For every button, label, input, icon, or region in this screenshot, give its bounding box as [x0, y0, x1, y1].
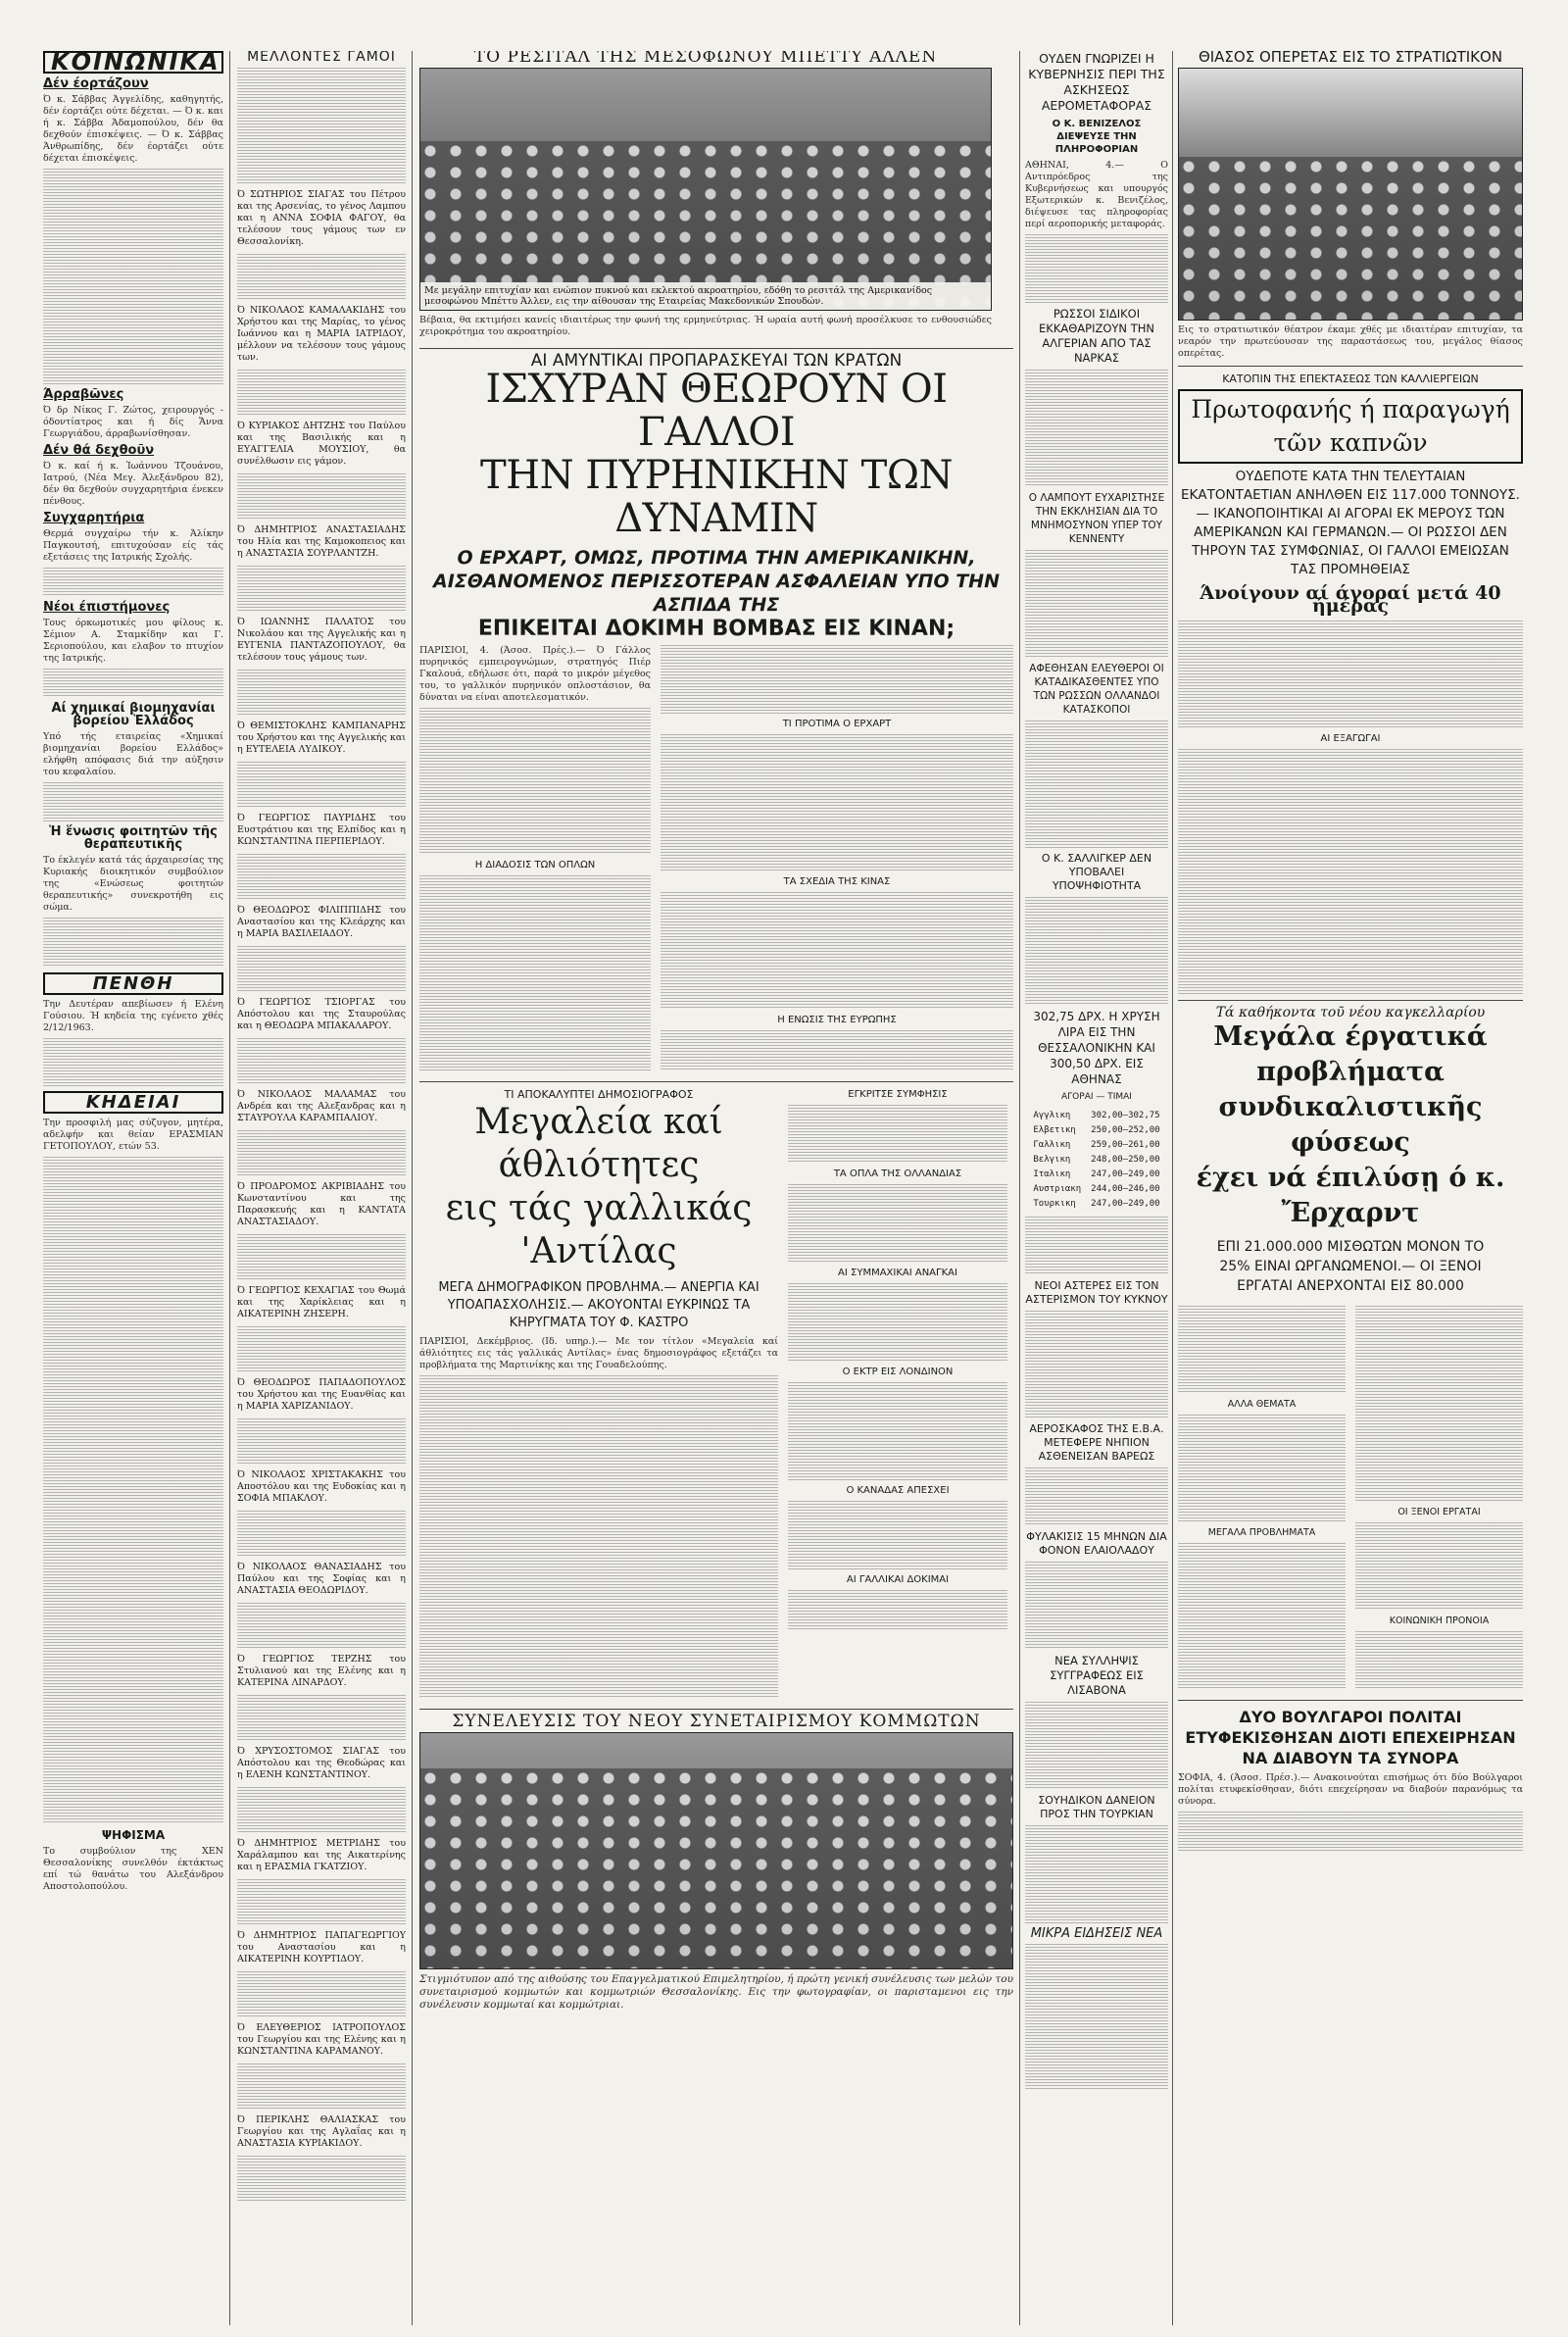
wedding-entry: Ό ΝΙΚΟΛΑΟΣ ΜΑΛΑΜΑΣ του Ανδρέα και της Αλεξανδρας και η ΣΤΑΥΡΟΥΛΑ ΚΑΡΑΜΠΑΛΙΟΥ. [237, 1089, 406, 1123]
recital-photo [419, 68, 992, 311]
weddings-column [237, 51, 406, 2325]
wedding-entry: Ό ΕΛΕΥΘΕΡΙΟΣ ΙΑΤΡΟΠΟΥΛΟΣ του Γεωργίου και της Ελένης και η ΚΩΝΣΤΑΝΤΙΝΑ ΚΑΡΑΜΑΝΟΥ. [237, 2022, 406, 2057]
subhead: Άρραβῶνες [43, 387, 124, 402]
social-column [43, 51, 223, 2325]
lead-subheadline: ΕΠΙΚΕΙΤΑΙ ΔΟΚΙΜΗ ΒΟΜΒΑΣ ΕΙΣ ΚΙΝΑΝ; [477, 617, 956, 641]
operetta-photo [1178, 68, 1523, 321]
article-text: Την προσφιλή μας σύζυγον, μητέρα, αδελφήν και θείαν ΕΡΑΣΜΙΑΝ ΓΕΤΟΠΟΥΛΟΥ, ετών 53. [43, 1118, 223, 1152]
subhead: Δέν θά δεχθοῦν [43, 443, 155, 458]
headline-aerometafora: ΟΥΔΕΝ ΓΝΩΡΙΖΕΙ Η ΚΥΒΕΡΝΗΣΙΣ ΠΕΡΙ ΤΗΣ ΑΣΚΗΣΕΩΣ ΑΕΡΟΜΕΤΑΦΟΡΑΣ [1028, 51, 1165, 113]
wedding-entry: Ό ΧΡΥΣΟΣΤΟΜΟΣ ΣΙΑΓΑΣ του Απόστολου και της Θεοδώρας και η ΕΛΕΝΗ ΚΩΝΣΤΑΝΤΙΝΟΥ. [237, 1746, 406, 1780]
rate-label: Αγγλικη [1033, 1111, 1071, 1120]
wedding-entry: Ό ΓΕΩΡΓΙΟΣ ΠΑΥΡΙΔΗΣ του Ευστράτιου και της Ελπίδος και η ΚΩΝΣΤΑΝΤΙΝΑ ΠΕΡΠΕΡΙΔΟΥ. [237, 813, 406, 847]
rate-label: Αυστριακη [1033, 1184, 1082, 1194]
kicker: ΚΑΤΟΠΙΝ ΤΗΣ ΕΠΕΚΤΑΣΕΩΣ ΤΩΝ ΚΑΛΛΙΕΡΓΕΙΩΝ [1222, 373, 1479, 385]
rate-value: 259,00—261,00 [1091, 1140, 1160, 1150]
wedding-entry: Ό ΓΕΩΡΓΙΟΣ ΤΣΙΟΡΓΑΣ του Απόστολου και της Σταυρούλας και η ΘΕΟΔΩΡΑ ΜΠΑΚΑΛΑΡΟΥ. [237, 997, 406, 1031]
antilles-headline-1: Μεγαλεία καί άθλιότητες [474, 1102, 723, 1185]
right-column [1178, 51, 1523, 2325]
article-text: Ό κ. Σάββας Άγγελίδης, καθηγητής, δέν έορτάζει ούτε δέχεται. — Ό κ. και ή κ. Σάββα Άδαμοπούλου, δέν θα δεχθούν έπισκέψεις. — Ό κ. Σάββας Άνθρωπίδης, δέν έορτάζει ούτε δέχεται έπισκέψεις. [43, 94, 223, 164]
article-text: ΣΟΦΙΑ, 4. (Άσοσ. Πρέσ.).— Ανακοινούται επισήμως ότι δύο Βούλγαροι πολίται ετυφεκίσθησαν, διότι επεχείρησαν να διαβούν παρανόμως τα σύνορα. [1178, 1772, 1523, 1807]
subhead: ΑΙ ΕΞΑΓΩΓΑΙ [1320, 733, 1381, 744]
subhead: ΤΙ ΠΡΟΤΙΜΑ Ο ΕΡΧΑΡΤ [782, 719, 892, 729]
wedding-entry: Ό ΔΗΜΗΤΡΙΟΣ ΜΕΤΡΙΔΗΣ του Χαράλαμπου και της Αικατερίνης και η ΕΡΑΣΜΙΑ ΓΚΑΤΖΙΟΥ. [237, 1838, 406, 1872]
kicker: Τά καθήκοντα τοῦ νέου καγκελλαρίου [1215, 1005, 1486, 1020]
article-text: Τους όρκωμοτικές μου φίλους κ. Σέμιον Α. Σταμκίδην και Γ. Σεριοπούλου, και ελαβον το πτυχίον της Ιατρικής. [43, 618, 223, 664]
headline: ΣΟΥΗΔΙΚΟΝ ΔΑΝΕΙΟΝ ΠΡΟΣ ΤΗΝ ΤΟΥΡΚΙΑΝ [1038, 1794, 1155, 1820]
headline: ΡΩΣΣΟΙ ΣΙΔΙΚΟΙ ΕΚΚΑΘΑΡΙΖΟΥΝ ΤΗΝ ΑΛΓΕΡΙΑΝ ΑΠΟ ΤΑΣ ΝΑΡΚΑΣ [1039, 307, 1154, 365]
rate-label: Βελγικη [1033, 1155, 1071, 1165]
headline: ΜΙΚΡΑ ΕΙΔΗΣΕΙΣ ΝΕΑ [1030, 1926, 1163, 1941]
subhead: ΨΗΦΙΣΜΑ [101, 1828, 166, 1842]
erhard-headline-1: Μεγάλα έργατικά προβλήματα [1213, 1021, 1488, 1087]
rate-row [1029, 1110, 1163, 1122]
headline-recital: ΤΟ ΡΕΣΙΤΑΛ ΤΗΣ ΜΕΣΟΦΩΝΟΥ ΜΠΕΤΤΥ ΑΛΛΕΝ [473, 51, 938, 67]
rate-label: Ιταλικη [1033, 1169, 1071, 1179]
headline: ΑΦΕΘΗΣΑΝ ΕΛΕΥΘΕΡΟΙ ΟΙ ΚΑΤΑΔΙΚΑΣΘΕΝΤΕΣ ΥΠΟ ΤΩΝ ΡΩΣΣΩΝ ΟΛΛΑΝΔΟΙ ΚΑΤΑΣΚΟΠΟΙ [1029, 663, 1164, 716]
article-text: Το συμβούλιον της ΧΕΝ Θεσσαλονίκης συνελθόν έκτάκτως επί τώ θανάτω του Αλεξάνδρου Αποστολοπούλου. [43, 1846, 223, 1892]
subhead: ΑΙ ΣΥΜΜΑΧΙΚΑΙ ΑΝΑΓΚΑΙ [838, 1268, 957, 1278]
rate-row [1029, 1198, 1163, 1211]
rate-label: Τουρκικη [1033, 1199, 1076, 1209]
section-title-penthi: ΠΕΝΘΗ [43, 972, 223, 995]
headline: ΦΥΛΑΚΙΣΙΣ 15 ΜΗΝΩΝ ΔΙΑ ΦΟΝΟΝ ΕΛΑΙΟΛΑΔΟΥ [1026, 1530, 1167, 1557]
wedding-entry: Ό ΝΙΚΟΛΑΟΣ ΚΑΜΑΛΑΚΙΔΗΣ του Χρήστου και της Μαρίας, το γένος Ιωάννου και η ΜΑΡΙΑ ΙΑΤΡΙΔΟΥ, μέλλουν να τελέσουν τους γάμους των. [237, 305, 406, 363]
subhead: ΜΕΓΑΛΑ ΠΡΟΒΛΗΜΑΤΑ [1207, 1527, 1316, 1538]
column-rule [412, 51, 413, 2325]
subhead: Ο ΕΚΤΡ ΕΙΣ ΛΟΝΔΙΝΟΝ [842, 1367, 954, 1377]
article-text: Θερμά συγχαίρω τήν κ. Άλίκην Παγκουτσή, επιτυχούσαν είς τάς εξετάσεις της Ιατρικής Σχολής. [43, 528, 223, 563]
rate-label: Γαλλικη [1033, 1140, 1071, 1150]
section-title-kideiai: ΚΗΔΕΙΑΙ [43, 1091, 223, 1114]
photo-caption: Με μεγάλην επιτυχίαν και ενώπιον πυκνού και εκλεκτού ακροατηρίου, εδόθη το ρεσιτάλ της Αμερικανίδος μεσοφώνου Μπέττυ Άλλεν, εις την αίθουσαν της Εταιρείας Μακεδονικών Σπουδών. [420, 282, 991, 310]
erhard-deck: ΕΠΙ 21.000.000 ΜΙΣΘΩΤΩΝ ΜΟΝΟΝ ΤΟ 25% ΕΙΝΑΙ ΩΡΓΑΝΩΜΕΝΟΙ.— ΟΙ ΞΕΝΟΙ ΕΡΓΑΤΑΙ ΑΝΕΡΧΟΝΤΑΙ ΕΙΣ 80.000 [1216, 1239, 1485, 1294]
lead-headline-2: ΤΗΝ ΠΥΡΗΝΙΚΗΝ ΤΩΝ ΔΥΝΑΜΙΝ [480, 453, 953, 541]
rate-label: Ελβετικη [1033, 1125, 1076, 1135]
article-text: Ό κ. καί ή κ. Ἰωάννου Τζουάνου, Ιατρού, (Νέα Μεγ. Άλεξάνδρου 82), δέν θα δεχθούν συγχαρητήρια ένεκεν πένθους. [43, 461, 223, 507]
column-rule [229, 51, 230, 2325]
subhead: Ἡ ἕνωσις φοιτητῶν τῆς θεραπευτικῆς [49, 824, 218, 852]
subhead: ΑΙ ΓΑΛΛΙΚΑΙ ΔΟΚΙΜΑΙ [846, 1574, 950, 1585]
rate-row [1029, 1183, 1163, 1196]
bulgarians-headline: ΔΥΟ ΒΟΥΛΓΑΡΟΙ ΠΟΛΙΤΑΙ ΕΤΥΦΕΚΙΣΘΗΣΑΝ ΔΙΟΤΙ ΕΠΕΧΕΙΡΗΣΑΝ ΝΑ ΔΙΑΒΟΥΝ ΤΑ ΣΥΝΟΡΑ [1185, 1708, 1516, 1767]
article-text: ΠΑΡΙΣΙΟΙ, Δεκέμβριος. (Ιδ. υπηρ.).— Με τον τίτλον «Μεγαλεία καί άθλιότητες εις τάς γαλλικάς Αντίλας» ένας δημοσιογράφος εξετάζει τα προβλήματα της Μαρτινίκης και της Γουαδελούπης. [419, 1336, 778, 1370]
article-text: ΑΘΗΝΑΙ, 4.— Ο Αντιπρόεδρος της Κυβερνήσεως και υπουργός Εξωτερικών κ. Βενιζέλος, διέψευσε τας πληροφορίας περί αεροπορικής μεταφοράς. [1025, 160, 1168, 229]
antilles-headline-2: εις τάς γαλλικάς 'Αντίλας [445, 1188, 753, 1271]
wedding-entry: Ό ΠΕΡΙΚΛΗΣ ΘΑΛΙΑΣΚΑΣ του Γεωργίου και της Αγλαΐας και η ΑΝΑΣΤΑΣΙΑ ΚΥΡΙΑΚΙΔΟΥ. [237, 2114, 406, 2149]
headline-syneleusis: ΣΥΝΕΛΕΥΣΙΣ ΤΟΥ ΝΕΟΥ ΣΥΝΕΤΑΙΡΙΣΜΟΥ ΚΟΜΜΩΤΩΝ [452, 1712, 981, 1731]
subhead: ΕΓΚΡΙΤΣΕ ΣΥΜΦΗΣΙΣ [848, 1089, 948, 1100]
erhard-headline-3: έχει νά έπιλύσῃ ό κ. Ἔρχαρντ [1196, 1163, 1505, 1228]
headline-gold: 302,75 ΔΡΧ. Η ΧΡΥΣΗ ΛΙΡΑ ΕΙΣ ΤΗΝ ΘΕΣΣΑΛΟΝΙΚΗΝ ΚΑΙ 300,50 ΔΡΧ. ΕΙΣ ΑΘΗΝΑΣ [1033, 1010, 1160, 1086]
subhead: ΟΙ ΞΕΝΟΙ ΕΡΓΑΤΑΙ [1397, 1507, 1481, 1517]
wedding-entry: Ό ΘΕΟΔΩΡΟΣ ΠΑΠΑΔΟΠΟΥΛΟΣ του Χρήστου και της Ευανθίας και η ΜΑΡΙΑ ΧΑΡΙΖΑΝΙΔΟΥ. [237, 1377, 406, 1412]
rate-row [1029, 1124, 1163, 1137]
rate-value: 302,00—302,75 [1091, 1111, 1160, 1120]
news-column [1025, 51, 1168, 2325]
weddings-list [237, 189, 406, 2203]
rate-row [1029, 1139, 1163, 1152]
lead-headline-1: ΙΣΧΥΡΑΝ ΘΕΩΡΟΥΝ ΟΙ ΓΑΛΛΟΙ [485, 367, 948, 455]
wedding-entry: Ό ΝΙΚΟΛΑΟΣ ΧΡΙΣΤΑΚΑΚΗΣ του Αποστόλου και της Ευδοκίας και η ΣΟΦΙΑ ΜΠΑΚΛΟΥ. [237, 1469, 406, 1504]
wedding-entry: Ό ΣΩΤΗΡΙΟΣ ΣΙΑΓΑΣ του Πέτρου και της Αρσενίας, το γένος Λαμπου και η ΑΝΝΑ ΣΟΦΙΑ ΦΑΓΟΥ, θα τελέσουν τους γάμους των εν Θεσσαλονίκη. [237, 189, 406, 247]
article-text: Την Δευτέραν απεβίωσεν ή Ελένη Γούσιου. Ή κηδεία της εγένετο χθές 2/12/1963. [43, 999, 223, 1033]
article-text: Υπό τής εταιρείας «Χημικαί βιομηχανίαι βορείου Ελλάδος» ελήφθη απόφασις διά την αύξησιν του κεφαλαίου. [43, 731, 223, 777]
wedding-entry: Ό ΚΥΡΙΑΚΟΣ ΔΗΤΖΗΣ του Παύλου και της Βασιλικής και η ΕΥΑΓΓΕΛΙΑ ΜΟΥΣΙΟΥ, θα συνέλθωσιν εις γάμον. [237, 421, 406, 467]
lead-kicker: ΑΙ ΑΜΥΝΤΙΚΑΙ ΠΡΟΠΑΡΑΣΚΕΥΑΙ ΤΩΝ ΚΡΑΤΩΝ [530, 351, 903, 371]
headline: ΝΕΑ ΣΥΛΛΗΨΙΣ ΣΥΓΓΡΑΦΕΩΣ ΕΙΣ ΛΙΣΑΒΟΝΑ [1050, 1654, 1144, 1697]
article-text: Βέβαια, θα εκτιμήσει κανείς ιδιαιτέρως την φωνή της ερμηνεύτριας. Ή ωραία αυτή φωνή προσέλκυσε το ενθουσιώδες χειροκρότημα του ακροατηρίου. [419, 315, 992, 337]
wedding-entry: Ό ΠΡΟΔΡΟΜΟΣ ΑΚΡΙΒΙΑΔΗΣ του Κωνσταντίνου και της Παρασκευής και η ΚΑΝΤΑΤΑ ΑΝΑΣΤΑΣΙΑΔΟΥ. [237, 1181, 406, 1227]
section-title-kinonika: ΚΟΙΝΩΝΙΚΑ [43, 51, 223, 74]
wedding-entry: Ό ΝΙΚΟΛΑΟΣ ΘΑΝΑΣΙΑΔΗΣ του Παύλου και της Σοφίας και η ΑΝΑΣΤΑΣΙΑ ΘΕΟΔΩΡΙΔΟΥ. [237, 1562, 406, 1596]
subhead: ΤΑ ΣΧΕΔΙΑ ΤΗΣ ΚΙΝΑΣ [783, 876, 891, 887]
subhead: ΑΛΛΑ ΘΕΜΑΤΑ [1227, 1399, 1297, 1410]
rate-value: 248,00—250,00 [1091, 1155, 1160, 1165]
rate-value: 250,00—252,00 [1091, 1125, 1160, 1135]
subhead: ΚΟΙΝΩΝΙΚΗ ΠΡΟΝΟΙΑ [1389, 1616, 1490, 1626]
subhead: Συγχαρητήρια [43, 511, 145, 525]
rate-row [1029, 1154, 1163, 1167]
rate-value: 244,00—246,00 [1091, 1184, 1160, 1194]
wedding-entry: Ό ΓΕΩΡΓΙΟΣ ΚΕΧΑΓΙΑΣ του Θωμά και της Χαρίκλειας και η ΑΙΚΑΤΕΡΙΝΗ ΖΗΣΕΡΗ. [237, 1285, 406, 1319]
section-title-weddings: ΜΕΛΛΟΝΤΕΣ ΓΑΜΟΙ [247, 51, 396, 65]
subhead: Η ΕΝΩΣΙΣ ΤΗΣ ΕΥΡΩΠΗΣ [777, 1015, 897, 1025]
rates-title: ΑΓΟΡΑΙ — ΤΙΜΑΙ [1061, 1092, 1132, 1102]
headline: Ο ΛΑΜΠΟΥΤ ΕΥΧΑΡΙΣΤΗΣΕ ΤΗΝ ΕΚΚΛΗΣΙΑΝ ΔΙΑ ΤΟ ΜΝΗΜΟΣΥΝΟΝ ΥΠΕΡ ΤΟΥ ΚΕΝΝΕΝΤΥ [1028, 492, 1165, 545]
column-rule [1172, 51, 1173, 2325]
article-text: Το έκλεγέν κατά τάς άρχαιρεσίας της Κυριακής διοικητικόν συμβούλιον της «Ενώσεως φοιτητών θεραπευτικής» συνεκροτήθη εις σώμα. [43, 855, 223, 913]
wedding-entry: Ό ΙΩΑΝΝΗΣ ΠΑΛΑΤΟΣ του Νικολάου και της Αγγελικής και η ΕΥΓΕΝΙΑ ΠΑΝΤΑΖΟΠΟΥΛΟΥ, θα τελέσουν τους γάμους των. [237, 617, 406, 663]
gold-rates-table [1027, 1108, 1165, 1213]
center-section [419, 51, 1013, 2325]
subhead: Η ΔΙΑΔΟΣΙΣ ΤΩΝ ΟΠΛΩΝ [474, 860, 596, 870]
subhead: Ο Κ. ΒΕΝΙΖΕΛΟΣ ΔΙΕΨΕΥΣΕ ΤΗΝ ΠΛΗΡΟΦΟΡΙΑΝ [1052, 119, 1142, 155]
article-text: Ό δρ Νίκος Γ. Ζώτος, χειρουργός - όδοντίατρος και ή δίς Ἄννα Γεωργιάδου, άρραβωνίσθησαν. [43, 405, 223, 439]
rate-row [1029, 1168, 1163, 1181]
subhead: Αί χημικαί βιομηχανίαι βορείου Ἑλλάδος [51, 701, 216, 728]
wedding-entry: Ό ΔΗΜΗΤΡΙΟΣ ΑΝΑΣΤΑΣΙΑΔΗΣ του Ηλία και της Καμοκοπειος και η ΑΝΑΣΤΑΣΙΑ ΣΟΥΡΛΑΝΤΖΗ. [237, 524, 406, 559]
rate-value: 247,00—249,00 [1091, 1169, 1160, 1179]
lead-deck: Ο ΕΡΧΑΡΤ, ΟΜΩΣ, ΠΡΟΤΙΜΑ ΤΗΝ ΑΜΕΡΙΚΑΝΙΚΗΝ, ΑΙΣΘΑΝΟΜΕΝΟΣ ΠΕΡΙΣΣΟΤΕΡΑΝ ΑΣΦΑΛΕΙΑΝ ΥΠΟ ΤΗΝ ΑΣΠΙΔΑ ΤΗΣ [433, 547, 1000, 616]
syneleusis-photo [419, 1732, 1013, 1969]
wedding-entry: Ό ΓΕΩΡΓΙΟΣ ΤΕΡΖΗΣ του Στυλιανού και της Ελένης και η ΚΑΤΕΡΙΝΑ ΛΙΝΑΡΔΟΥ. [237, 1654, 406, 1688]
column-rule [1019, 51, 1020, 2325]
tobacco-headline: Πρωτοφανής ή παραγωγή τῶν καπνῶν [1178, 389, 1523, 464]
headline: Ο Κ. ΣΑΛΛΙΓΚΕΡ ΔΕΝ ΥΠΟΒΑΛΕΙ ΥΠΟΨΗΦΙΟΤΗΤΑ [1041, 852, 1152, 892]
wedding-entry: Ό ΘΕΟΔΩΡΟΣ ΦΙΛΙΠΠΙΔΗΣ του Αναστασίου και της Κλεάρχης και η ΜΑΡΙΑ ΒΑΣΙΛΕΙΑΔΟΥ. [237, 905, 406, 939]
wedding-entry: Ό ΘΕΜΙΣΤΟΚΛΗΣ ΚΑΜΠΑΝΑΡΗΣ του Χρήστου και της Αγγελικής και η ΕΥΤΕΛΕΙΑ ΛΥΔΙΚΟΥ. [237, 721, 406, 755]
erhard-headline-2: συνδικαλιστικῆς φύσεως [1218, 1092, 1483, 1158]
antilles-kicker: ΤΙ ΑΠΟΚΑΛΥΠΤΕΙ ΔΗΜΟΣΙΟΓΡΑΦΟΣ [504, 1088, 694, 1101]
headline: ΑΕΡΟΣΚΑΦΟΣ ΤΗΣ Ε.Β.Α. ΜΕΤΕΦΕΡΕ ΝΗΠΙΟΝ ΑΣΘΕΝΕΙΣΑΝ ΒΑΡΕΩΣ [1029, 1422, 1164, 1463]
headline: ΝΕΟΙ ΑΣΤΕΡΕΣ ΕΙΣ ΤΟΝ ΑΣΤΕΡΙΣΜΟΝ ΤΟΥ ΚΥΚΝΟΥ [1025, 1279, 1168, 1306]
rate-value: 247,00—249,00 [1091, 1199, 1160, 1209]
subhead: Νέοι έπιστήμονες [43, 600, 171, 615]
subhead: Δέν έορτάζουν [43, 76, 149, 91]
photo-caption: Στιγμιότυπον από της αιθούσης του Επαγγελματικού Επιμελητηρίου, ή πρώτη γενική συνέλευσις των μελών του συνεταιρισμού κομμωτών και κομμωτριών Θεσσαλονίκης. Εις την φωτογραφίαν, οι παρισταμενοι εις την συνέλευσιν κομμωταί και κομμώτριαι. [419, 1973, 1013, 2011]
article-text: ΠΑΡΙΣΙΟΙ, 4. (Άσοσ. Πρές.).— Ό Γάλλος πυρηνικός εμπειρογνώμων, στρατηγός Πιέρ Γκαλουά, εδήλωσε ότι, παρά το μικρόν μέγεθος του, το γαλλικόν πυρηνικόν οπλοστάσιον, θα δύναται να είναι αποτελεσματικόν. [419, 645, 651, 703]
photo-caption: Εις το στρατιωτικόν θέατρον έκαμε χθές με ιδιαιτέραν επιτυχίαν, τα νεαρόν την πρωτεύουσαν της παραστάσεως του, μεγάλος θίασος οπερέτας. [1178, 324, 1523, 359]
headline-thiasos: ΘΙΑΣΟΣ ΟΠΕΡΕΤΑΣ ΕΙΣ ΤΟ ΣΤΡΑΤΙΩΤΙΚΟΝ [1198, 51, 1503, 66]
antilles-deck: ΜΕΓΑ ΔΗΜΟΓΡΑΦΙΚΟΝ ΠΡΟΒΛΗΜΑ.— ΑΝΕΡΓΙΑ ΚΑΙ ΥΠΟΑΠΑΣΧΟΛΗΣΙΣ.— ΑΚΟΥΟΝΤΑΙ ΕΥΚΡΙΝΩΣ ΤΑ ΚΗΡΥΓΜΑΤΑ ΤΟΥ Φ. ΚΑΣΤΡΟ [438, 1280, 760, 1330]
tobacco-deck: ΟΥΔΕΠΟΤΕ ΚΑΤΑ ΤΗΝ ΤΕΛΕΥΤΑΙΑΝ ΕΚΑΤΟΝΤΑΕΤΙΑΝ ΑΝΗΛΘΕΝ ΕΙΣ 117.000 ΤΟΝΝΟΥΣ.— ΙΚΑΝΟΠΟΙΗΤΙΚΑΙ ΑΙ ΑΓΟΡΑΙ ΕΚ ΜΕΡΟΥΣ ΤΩΝ ΑΜΕΡΙΚΑΝΩΝ ΚΑΙ ΓΕΡΜΑΝΩΝ.— ΟΙ ΡΩΣΣΟΙ ΔΕΝ ΤΗΡΟΥΝ ΤΑΣ ΣΥΜΦΩΝΙΑΣ, ΟΙ ΓΑΛΛΟΙ ΕΜΕΙΩΣΑΝ ΤΑΣ ΠΡΟΜΗΘΕΙΑΣ [1181, 469, 1520, 577]
wedding-entry: Ό ΔΗΜΗΤΡΙΟΣ ΠΑΠΑΓΕΩΡΓΙΟΥ του Αναστασίου και η ΑΙΚΑΤΕΡΙΝΗ ΚΟΥΡΤΙΔΟΥ. [237, 1930, 406, 1964]
tobacco-subheadline: Άνοίγουν αί άγοραί μετά 40 ήμέρας [1200, 582, 1501, 617]
subhead: Ο ΚΑΝΑΔΑΣ ΑΠΕΣΧΕΙ [846, 1485, 950, 1496]
subhead: ΤΑ ΟΠΛΑ ΤΗΣ ΟΛΛΑΝΔΙΑΣ [833, 1168, 962, 1179]
